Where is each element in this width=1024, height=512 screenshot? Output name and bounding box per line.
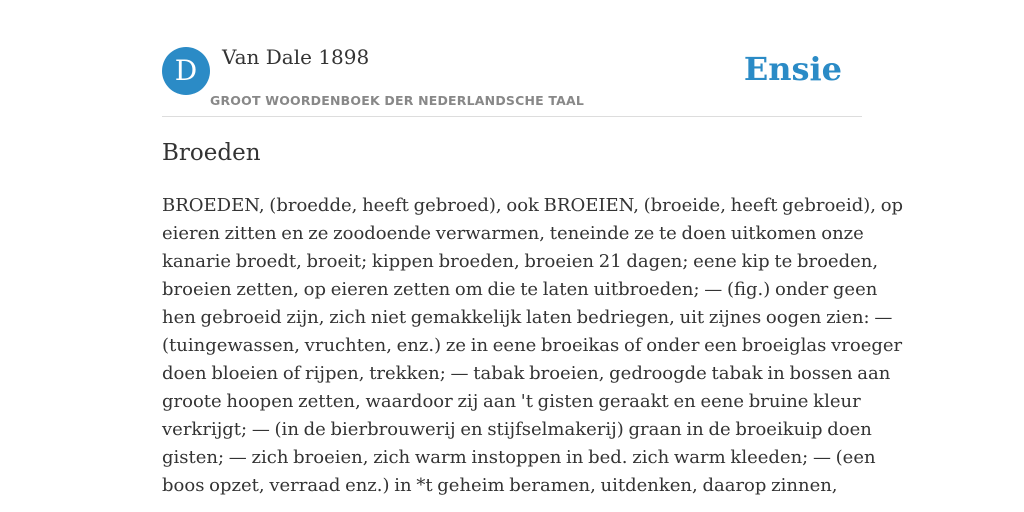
definition-line: broeien zetten, op eieren zetten om die te laten uitbroeden; — (fig.) onder geen: [162, 279, 878, 300]
definition-line: groote hoopen zetten, waardoor zij aan 't gisten geraakt en eene bruine kleur: [162, 391, 861, 412]
definition-line: eieren zitten en ze zoodoende verwarmen, teneinde ze te doen uitkomen onze: [162, 223, 864, 244]
definition-line: BROEDEN, (broedde, heeft gebroed), ook BROEIEN, (broeide, heeft gebroeid), op: [162, 195, 904, 216]
definition-line: boos opzet, verraad enz.) in *t geheim beramen, uitdenken, daarop zinnen,: [162, 475, 838, 496]
definition-line: gisten; — zich broeien, zich warm instoppen in bed. zich warm kleeden; — (een: [162, 447, 876, 468]
site-header: [162, 0, 862, 117]
dictionary-logo-icon[interactable]: D: [162, 47, 210, 95]
ensie-logo-link[interactable]: Ensie: [743, 50, 842, 88]
dictionary-subtitle: GROOT WOORDENBOEK DER NEDERLANDSCHE TAAL: [210, 93, 585, 108]
page: [162, 0, 904, 496]
entry-title: Broeden: [162, 140, 261, 166]
dictionary-title-link[interactable]: Van Dale 1898: [222, 45, 370, 69]
definition-line: doen bloeien of rijpen, trekken; — tabak broeien, gedroogde tabak in bossen aan: [162, 363, 891, 384]
definition-line: hen gebroeid zijn, zich niet gemakkelijk laten bedriegen, uit zijnes oogen zien: —: [162, 307, 893, 328]
definition-line: (tuingewassen, vruchten, enz.) ze in eene broeikas of onder een broeiglas vroeger: [162, 335, 903, 356]
entry-definition: [162, 192, 904, 500]
definition-line: verkrijgt; — (in de bierbrouwerij en stijfselmakerij) graan in de broeikuip doen: [162, 419, 872, 440]
definition-line: kanarie broedt, broeit; kippen broeden, broeien 21 dagen; eene kip te broeden,: [162, 251, 879, 272]
